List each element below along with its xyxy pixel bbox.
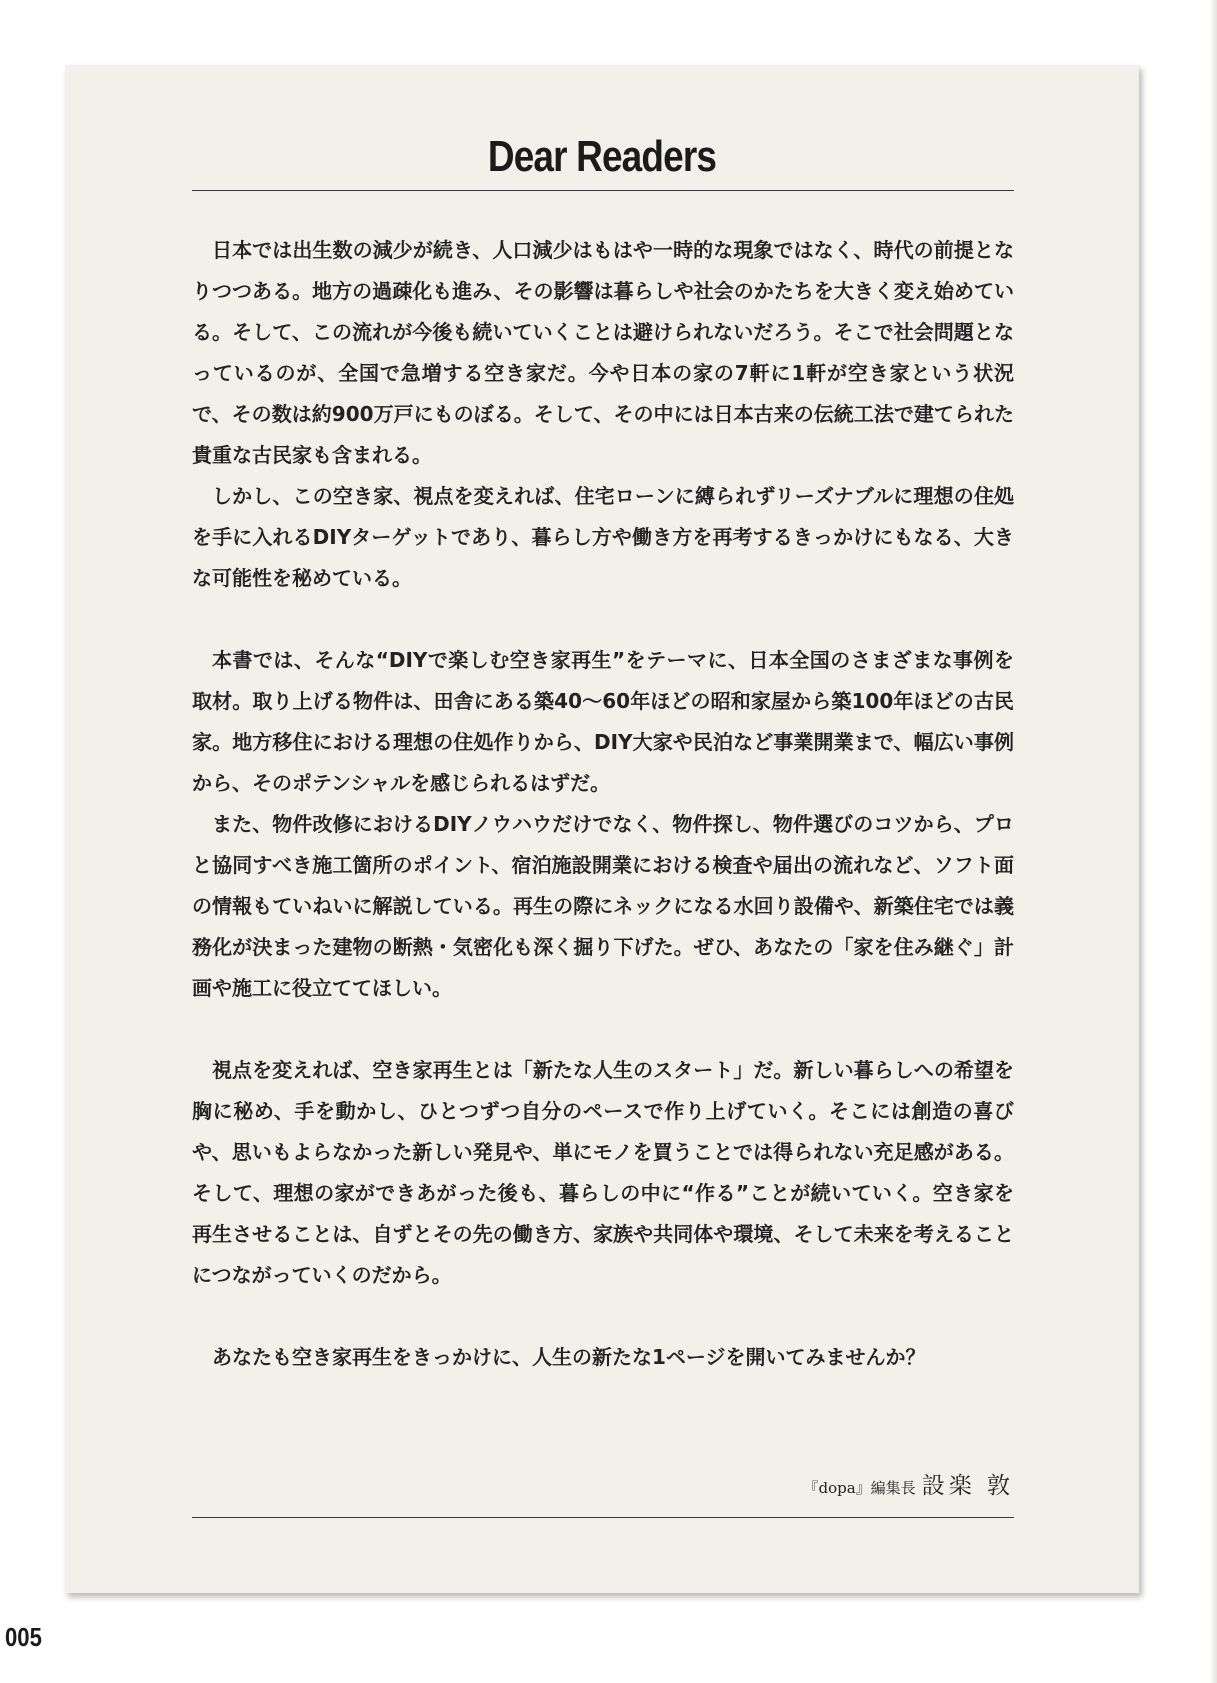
letter-body xyxy=(192,230,1014,1378)
signature xyxy=(804,1467,1015,1500)
paragraph-gap xyxy=(192,1009,1014,1050)
page-number: 005 xyxy=(5,1622,42,1652)
paragraph-1: 日本では出生数の減少が続き、人口減少はもはや一時的な現象ではなく、時代の前提となりつつある。地方の過疎化も進み、その影響は暮らしや社会のかたちを大きく変え始めている。そして、この流れが今後も続いていくことは避けられないだろう。そこで社会問題となっているのが、全国で急増する空き家だ。今や日本の家の7軒に1軒が空き家という状況で、その数は約900万戸にものぼる。そして、その中には日本古来の伝統工法で建てられた貴重な古民家も含まれる。 xyxy=(192,238,1014,467)
signature-name: 設楽 敦 xyxy=(921,1473,1014,1499)
paragraph-gap xyxy=(192,1296,1014,1337)
page-title: Dear Readers xyxy=(487,132,717,181)
title-divider xyxy=(192,190,1014,191)
paragraph-5: 視点を変えれば、空き家再生とは「新たな人生のスタート」だ。新しい暮らしへの希望を胸に秘め、手を動かし、ひとつずつ自分のペースで作り上げていく。そこには創造の喜びや、思いもよらなかった新しい発見や、単にモノを買うことでは得られない充足感がある。そして、理想の家ができあがった後も、暮らしの中に“作る”ことが続いていく。空き家を再生させることは、自ずとその先の働き方、家族や共同体や環境、そして未来を考えることにつながっていくのだから。 xyxy=(192,1058,1014,1287)
paragraph-2: しかし、この空き家、視点を変えれば、住宅ローンに縛られずリーズナブルに理想の住処を手に入れるDIYターゲットであり、暮らし方や働き方を再考するきっかけにもなる、大きな可能性を秘めている。 xyxy=(192,484,1014,590)
bottom-divider xyxy=(192,1517,1014,1518)
paragraph-gap xyxy=(192,599,1014,640)
paragraph-6: あなたも空き家再生をきっかけに、人生の新たな1ページを開いてみませんか？ xyxy=(212,1345,926,1369)
signature-role: 『dopa』編集長 xyxy=(803,1479,916,1497)
letter-card xyxy=(65,65,1139,1593)
page-edge xyxy=(1209,0,1217,1683)
paragraph-3: 本書では、そんな“DIYで楽しむ空き家再生”をテーマに、日本全国のさまざまな事例を取材。取り上げる物件は、田舎にある築40〜60年ほどの昭和家屋から築100年ほどの古民家。地方移住における理想の住処作りから、DIY大家や民泊など事業開業まで、幅広い事例から、そのポテンシャルを感じられるはずだ。 xyxy=(192,648,1014,795)
paragraph-4: また、物件改修におけるDIYノウハウだけでなく、物件探し、物件選びのコツから、プロと協同すべき施工箇所のポイント、宿泊施設開業における検査や届出の流れなど、ソフト面の情報もていねいに解説している。再生の際にネックになる水回り設備や、新築住宅では義務化が決まった建物の断熱・気密化も深く掘り下げた。ぜひ、あなたの「家を住み継ぐ」計画や施工に役立ててほしい。 xyxy=(192,812,1014,1000)
